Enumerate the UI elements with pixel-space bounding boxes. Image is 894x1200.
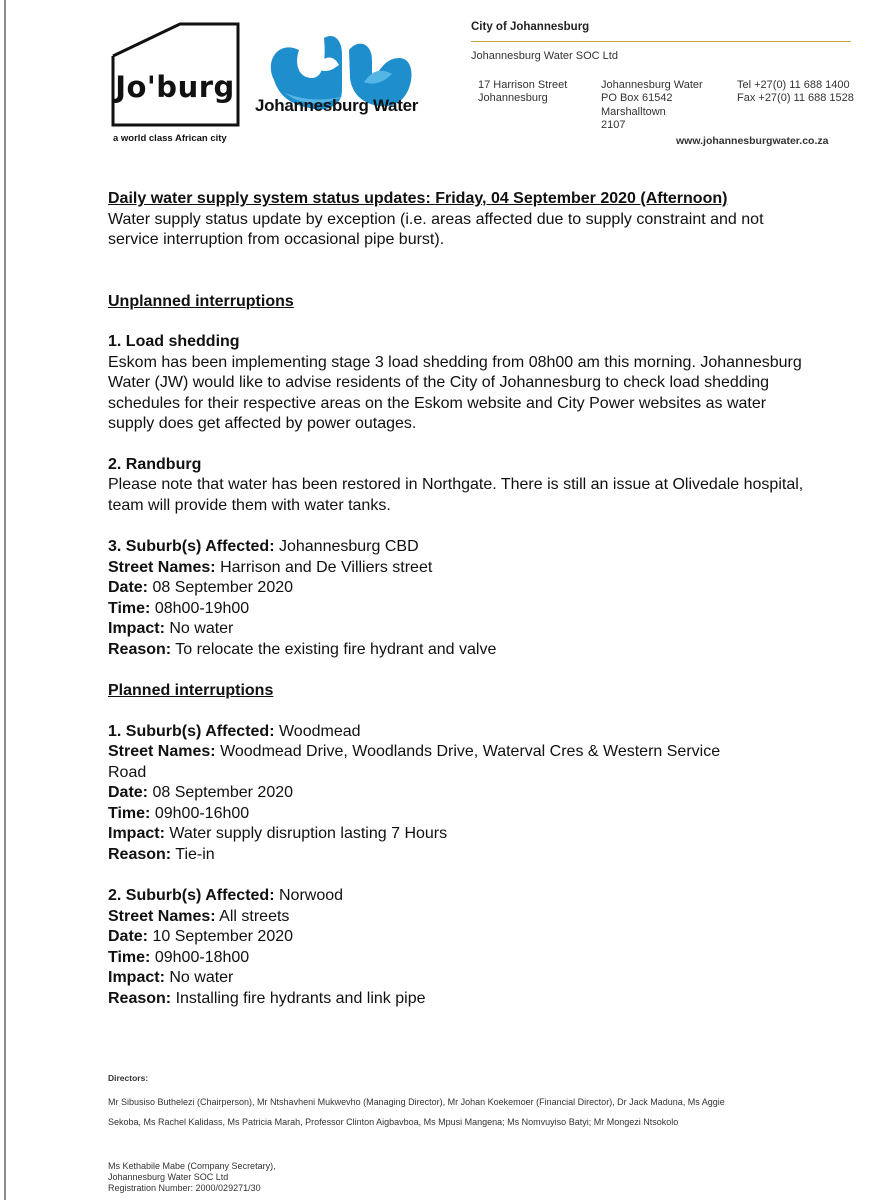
company-secretary: Ms Kethabile Mabe (Company Secretary), [108, 1161, 276, 1171]
impact-line [108, 824, 808, 845]
streets-value: All streets [219, 907, 290, 925]
streets-value: Woodmead Drive, Woodlands Drive, Waterval Cres & Western Service Road [108, 743, 721, 781]
company-secretary-block [108, 1161, 276, 1194]
postal-address-line: PO Box 61542 [601, 92, 673, 105]
time-label: Time: [108, 948, 151, 966]
postal-address-line: 2107 [601, 119, 626, 132]
unplanned-heading: Unplanned interruptions [108, 292, 294, 310]
reason-label: Reason: [108, 640, 172, 658]
time-value: 08h00-19h00 [154, 599, 250, 617]
joburg-logo-text: Jo'burg [115, 70, 235, 104]
randburg-heading: 2. Randburg [108, 455, 202, 473]
load-shedding-heading: 1. Load shedding [108, 333, 240, 350]
date-label: Date: [108, 928, 149, 945]
streets-value: Harrison and De Villiers street [220, 558, 433, 576]
reason-label: Reason: [108, 845, 172, 863]
postal-address [601, 79, 703, 133]
page-edge [4, 0, 6, 1200]
planned-item-2 [108, 886, 808, 1009]
postal-address-line: Johannesburg Water [601, 79, 703, 91]
planned-heading: Planned interruptions [108, 682, 274, 699]
org-company: Johannesburg Water SOC Ltd [471, 50, 618, 62]
date-label: Date: [108, 784, 149, 801]
impact-line [108, 619, 808, 640]
registration-number: Registration Number: 2000/029271/30 [108, 1183, 261, 1193]
fax: Fax +27(0) 11 688 1528 [737, 92, 854, 105]
reason-label: Reason: [108, 989, 172, 1007]
streets-line [108, 742, 748, 783]
joburg-logo [110, 18, 242, 128]
company-secretary-company: Johannesburg Water SOC Ltd [108, 1172, 229, 1182]
suburb-label: 3. Suburb(s) Affected: [108, 538, 275, 555]
suburb-value: Norwood [278, 887, 344, 904]
suburb-line [108, 537, 808, 558]
document-body [108, 189, 808, 1009]
reason-value: To relocate the existing fire hydrant and valve [175, 640, 497, 658]
time-label: Time: [108, 804, 151, 822]
randburg-text: Please note that water has been restored in Northgate. There is still an issue at Olivedale hospital, team will provide them with water tanks. [108, 476, 804, 514]
directors-list: Mr Sibusiso Buthelezi (Chairperson), Mr Ntshavheni Mukwevho (Managing Director), Mr Johan Koekemoer (Financial Director), Dr Jack Maduna, Ms Aggie Sekoba, Ms Rachel Kalidass, Ms Patricia Marah, Professor Clinton Aigbavboa, Ms Mpusi Mangena; Ms Nomvuyiso Batyi; Mr Mongezi Ntsokolo [108, 1097, 725, 1127]
street-address-line: 17 Harrison Street [478, 79, 568, 91]
directors-label: Directors: [108, 1073, 149, 1083]
org-city: City of Johannesburg [471, 21, 590, 33]
reason-line [108, 989, 808, 1010]
time-value: 09h00-16h00 [154, 804, 250, 822]
impact-value: No water [169, 620, 234, 637]
streets-label: Street Names: [108, 558, 216, 576]
reason-value: Installing fire hydrants and link pipe [175, 989, 426, 1007]
date-line [108, 927, 808, 948]
planned-item-1 [108, 722, 808, 866]
time-value: 09h00-18h00 [154, 948, 250, 966]
streets-line [108, 558, 808, 579]
street-address-line: Johannesburg [478, 92, 548, 105]
impact-label: Impact: [108, 969, 165, 986]
street-address [478, 79, 567, 106]
streets-label: Street Names: [108, 743, 216, 760]
suburb-value: Woodmead [278, 722, 361, 740]
date-line [108, 783, 808, 804]
telephone: Tel +27(0) 11 688 1400 [737, 79, 850, 91]
suburb-label: 1. Suburb(s) Affected: [108, 722, 275, 740]
load-shedding-text: Eskom has been implementing stage 3 load shedding from 08h00 am this morning. Johannesburg Water (JW) would like to advise residents of the City of Johannesburg to check load shedding schedules for their respective areas on the Eskom website and City Power websites as water supply does get affected by power outages. [108, 353, 802, 432]
contact-numbers [737, 79, 854, 106]
reason-value: Tie-in [175, 845, 215, 863]
impact-line [108, 968, 808, 989]
header-rule [471, 41, 851, 42]
date-line [108, 578, 808, 599]
date-value: 08 September 2020 [152, 784, 294, 801]
time-label: Time: [108, 599, 151, 617]
impact-value: No water [169, 969, 234, 986]
streets-line [108, 907, 808, 928]
suburb-line [108, 886, 808, 907]
date-label: Date: [108, 579, 149, 596]
time-line [108, 599, 808, 620]
johannesburg-water-logo-text: Johannesburg Water [255, 96, 419, 115]
impact-label: Impact: [108, 825, 165, 842]
streets-label: Street Names: [108, 907, 216, 925]
impact-value: Water supply disruption lasting 7 Hours [169, 825, 448, 842]
suburb-label: 2. Suburb(s) Affected: [108, 887, 275, 904]
date-value: 10 September 2020 [152, 928, 294, 945]
reason-line [108, 845, 808, 866]
unplanned-item-3 [108, 537, 808, 660]
reason-line [108, 640, 808, 661]
date-value: 08 September 2020 [152, 579, 294, 596]
time-line [108, 948, 808, 969]
time-line [108, 804, 808, 825]
website-link[interactable]: www.johannesburgwater.co.za [676, 135, 829, 147]
postal-address-line: Marshalltown [601, 105, 666, 118]
suburb-line [108, 722, 808, 743]
suburb-value: Johannesburg CBD [278, 538, 419, 555]
joburg-tagline: a world class African city [113, 133, 227, 144]
document-title: Daily water supply system status updates: Friday, 04 September 2020 (Afternoon) [108, 190, 728, 207]
intro-text: Water supply status update by exception (i.e. areas affected due to supply constraint and not service interruption from occasional pipe burst). [108, 210, 764, 248]
impact-label: Impact: [108, 620, 165, 637]
